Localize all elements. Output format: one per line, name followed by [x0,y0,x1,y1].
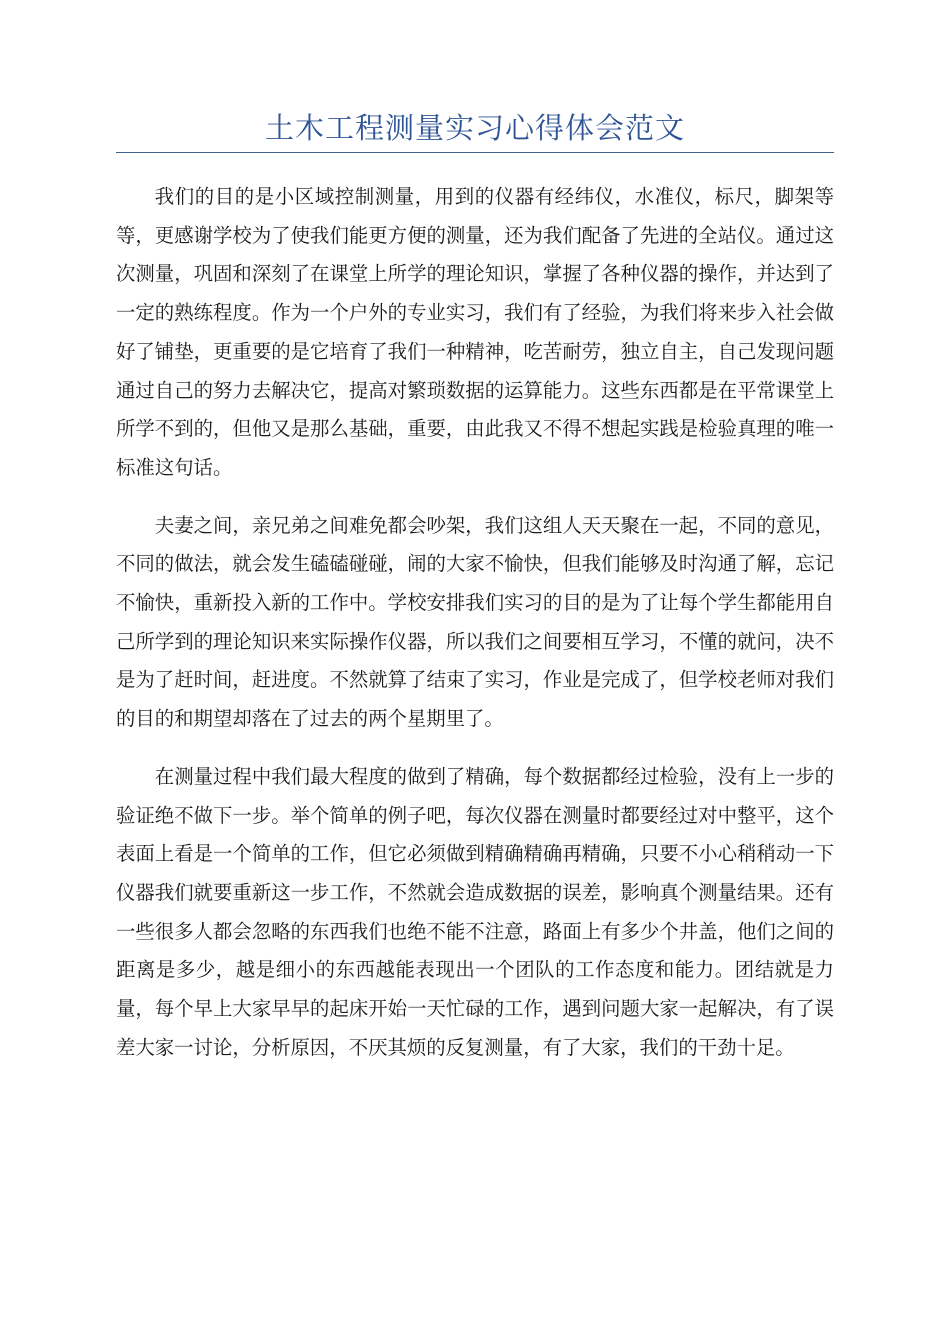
title-block [116,108,834,153]
paragraph-1: 我们的目的是小区域控制测量，用到的仪器有经纬仪，水准仪，标尺，脚架等等，更感谢学校为了使我们能更方便的测量，还为我们配备了先进的全站仪。通过这次测量，巩固和深刻了在课堂上所学的理论知识，掌握了各种仪器的操作，并达到了一定的熟练程度。作为一个户外的专业实习，我们有了经验，为我们将来步入社会做好了铺垫，更重要的是它培育了我们一种精神，吃苦耐劳，独立自主，自己发现问题通过自己的努力去解决它，提高对繁琐数据的运算能力。这些东西都是在平常课堂上所学不到的，但他又是那么基础，重要，由此我又不得不想起实践是检验真理的唯一标准这句话。 [116,185,834,479]
document-body [116,178,834,1086]
paragraph-2: 夫妻之间，亲兄弟之间难免都会吵架，我们这组人天天聚在一起，不同的意见，不同的做法，就会发生磕磕碰碰，闹的大家不愉快，但我们能够及时沟通了解，忘记不愉快，重新投入新的工作中。学校安排我们实习的目的是为了让每个学生都能用自己所学到的理论知识来实际操作仪器，所以我们之间要相互学习，不懂的就问，决不是为了赶时间，赶进度。不然就算了结束了实习，作业是完成了，但学校老师对我们的目的和期望却落在了过去的两个星期里了。 [116,513,834,731]
page-title: 土木工程测量实习心得体会范文 [264,111,685,145]
paragraph-3: 在测量过程中我们最大程度的做到了精确，每个数据都经过检验，没有上一步的验证绝不做下一步。举个简单的例子吧，每次仪器在测量时都要经过对中整平，这个表面上看是一个简单的工作，但它必须做到精确精确再精确，只要不小心稍稍动一下仪器我们就要重新这一步工作，不然就会造成数据的误差，影响真个测量结果。还有一些很多人都会忽略的东西我们也绝不能不注意，路面上有多少个井盖，他们之间的距离是多少，越是细小的东西越能表现出一个团队的工作态度和能力。团结就是力量，每个早上大家早早的起床开始一天忙碌的工作，遇到问题大家一起解决，有了误差大家一讨论，分析原因，不厌其烦的反复测量，有了大家，我们的干劲十足。 [116,764,834,1059]
